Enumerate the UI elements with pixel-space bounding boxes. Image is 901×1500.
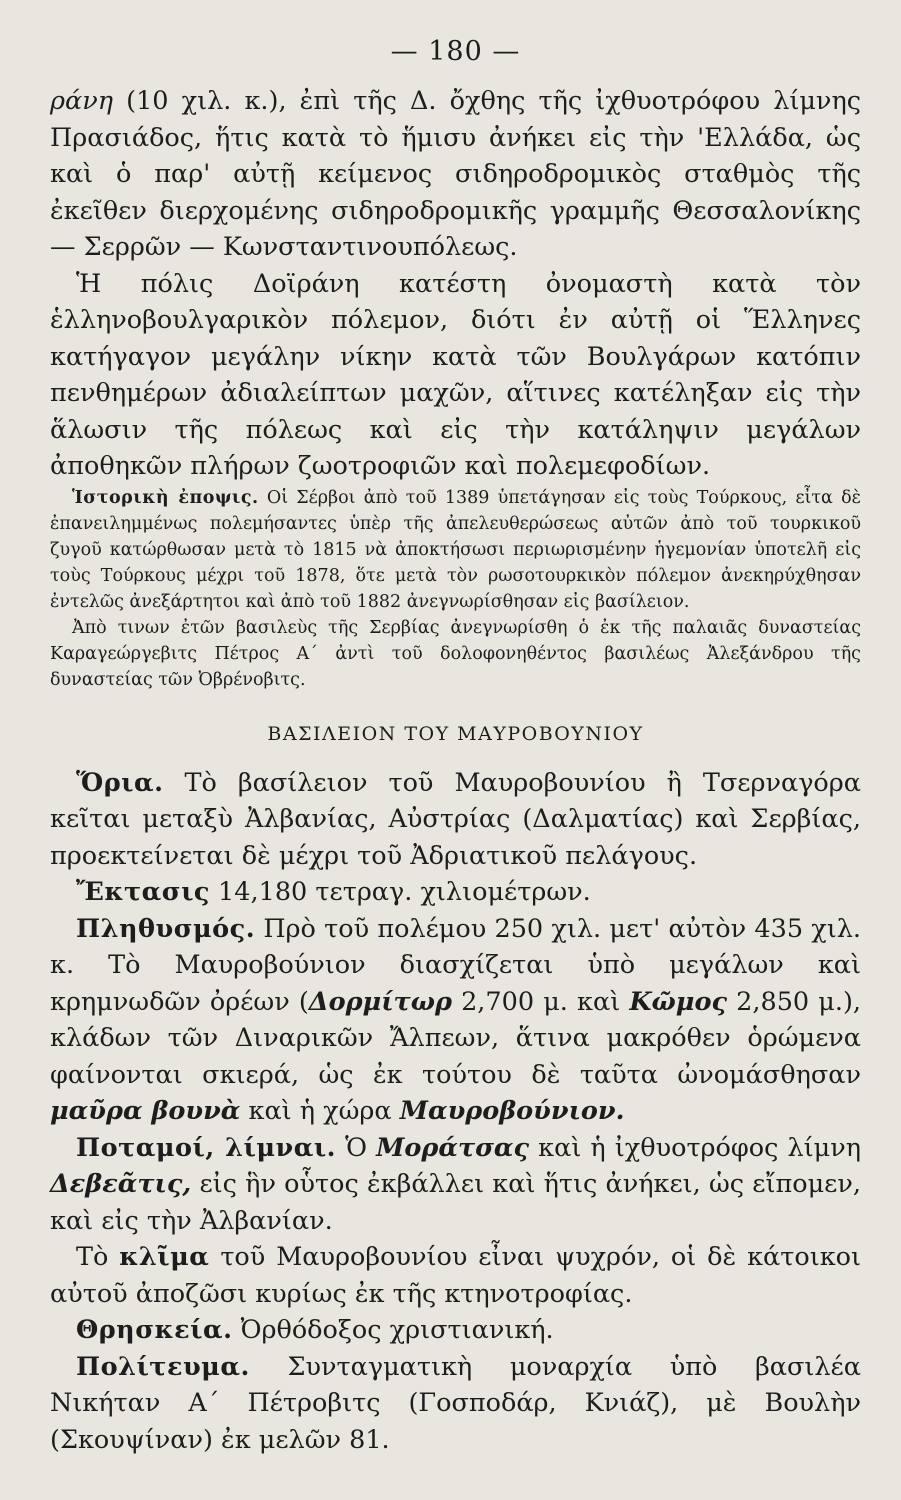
section-term-area: Ἔκτασις xyxy=(76,877,210,907)
rivers-text: εἰς ἣν οὗτος ἐκβάλλει καὶ ἥτις ἀνήκει, ὡς εἴπομεν, καὶ εἰς τὴν Ἀλβανίαν. xyxy=(50,1169,861,1236)
climate-text: τοῦ Μαυροβουνίου εἶναι ψυχρόν, οἱ δὲ κάτοικοι αὐτοῦ ἀποζῶσι κυρίως ἐκ τῆς κτηνοτροφίας. xyxy=(50,1242,861,1309)
climate-text: Τὸ xyxy=(76,1242,120,1272)
population-text: καὶ ἡ χώρα xyxy=(240,1096,400,1126)
rivers-text: Ὁ xyxy=(336,1132,377,1163)
section-term-climate: κλῖμα xyxy=(119,1242,210,1272)
paragraph-polity xyxy=(50,1349,861,1459)
history-dynasty-text: Ἀπὸ τινων ἐτῶν βασιλεὺς τῆς Σερβίας ἀνεγνωρίσθη ὁ ἐκ τῆς παλαιᾶς δυναστείας Καραγεώργεβιτς Πέτρος Α΄ ἀντὶ τοῦ δολοφονηθέντος βασιλέως Ἀλεξάνδρου τῆς δυναστείας τῶν Ὀβρένοβιτς. xyxy=(50,617,861,690)
section-term-religion: Θρησκεία. xyxy=(76,1315,233,1345)
religion-text: Ὀρθόδοξος χριστιανική. xyxy=(232,1315,554,1345)
lake-debeatis: Δεβεᾶτις, xyxy=(50,1169,192,1199)
word-continuation: ράνη xyxy=(50,86,113,116)
term-montenegro: Μαυροβούνιον. xyxy=(399,1096,625,1126)
page-number: — 180 — xyxy=(390,36,521,67)
mountain-komos: Κῶμος xyxy=(629,986,727,1017)
paragraph-borders xyxy=(50,765,861,875)
paragraph-prasias-lake xyxy=(50,83,861,266)
paragraph-area xyxy=(50,874,861,911)
paragraph-doirani-battle xyxy=(50,266,861,485)
paragraph-text: Ἡ πόλις Δοϊράνη κατέστη ὀνομαστὴ κατὰ τὸν ἑλληνοβουλγαρικὸν πόλεμον, διότι ἐν αὐτῇ οἱ Ἕλληνες κατήγαγον μεγάλην νίκην κατὰ τῶν Βουλγάρων κατόπιν πενθημέρων ἀδιαλείπτων μαχῶν, αἵτινες κατέληξαν εἰς τὴν ἅλωσιν τῆς πόλεως καὶ εἰς τὴν κατάληψιν μεγάλων ἀποθηκῶν πλήρων ζωοτροφιῶν καὶ πολεμεφοδίων. xyxy=(50,268,861,481)
river-moratsas: Μοράτσας xyxy=(376,1132,530,1163)
paragraph-religion xyxy=(50,1312,861,1349)
paragraph-population xyxy=(50,911,861,1130)
population-text: Πρὸ τοῦ πολέμου 250 χιλ. μετ' αὐτὸν 435 χιλ. κ. Τὸ Μαυροβούνιον διασχίζεται ὑπὸ μεγάλων καὶ κρημνωδῶν ὀρέων ( xyxy=(50,913,861,1017)
history-text: Οἱ Σέρβοι ἀπὸ τοῦ 1389 ὑπετάγησαν εἰς τοὺς Τούρκους, εἶτα δὲ ἐπανειλημμένως πολεμήσαντες ὑπὲρ τῆς ἀπελευθερώσεως αὐτῶν ἀπὸ τοῦ τουρκικοῦ ζυγοῦ κατώρθωσαν μετὰ τὸ 1815 νὰ ἀποκτήσωσι περιωρισμένην ἡγεμονίαν ὑποτελῆ εἰς τοὺς Τούρκους μέχρι τοῦ 1878, ὅτε μετὰ τὸν ρωσοτουρκικὸν πόλεμον ἀνεκηρύχθησαν ἐντελῶς ἀνεξάρτητοι καὶ ἀπὸ τοῦ 1882 ἀνεγνωρίσθησαν εἰς βασίλειον. xyxy=(50,487,862,612)
borders-text: Τὸ βασίλειον τοῦ Μαυροβουνίου ἢ Τσερναγόρα κεῖται μεταξὺ Ἀλβανίας, Αὐστρίας (Δαλματίας) καὶ Σερβίας, προεκτείνεται δὲ μέχρι τοῦ Ἀδριατικοῦ πελάγους. xyxy=(50,767,861,871)
paragraph-history-dynasty xyxy=(50,615,861,693)
term-black-mountains: μαῦρα βουνὰ xyxy=(50,1096,241,1126)
section-term-borders: Ὅρια. xyxy=(76,767,164,798)
population-text: 2,850 μ.), κλάδων τῶν Διναρικῶν Ἄλπεων, ἅτινα μακρόθεν ὁρώμενα φαίνονται σκιερά, ὡς ἐκ τούτου δὲ ταῦτα ὠνομάσθησαν xyxy=(50,986,862,1090)
section-term-history: Ἱστορικὴ ἐποψις. xyxy=(72,487,259,508)
section-term-rivers: Ποταμοί, λίμναι. xyxy=(76,1132,337,1163)
polity-text: Συνταγματικὴ μοναρχία ὑπὸ βασιλέα Νικήταν Α΄ Πέτροβιτς (Γοσποδάρ, Κνιάζ), μὲ Βουλὴν (Σκουψίναν) ἐκ μελῶν 81. xyxy=(50,1351,861,1455)
section-heading-montenegro: ΒΑΣΙΛΕΙΟΝ ΤΟΥ ΜΑΥΡΟΒΟΥΝΙΟΥ xyxy=(267,722,644,745)
mountain-dormitor: Δορμίτωρ xyxy=(308,986,452,1017)
paragraph-text: (10 χιλ. κ.), ἐπὶ τῆς Δ. ὄχθης τῆς ἰχθυοτρόφου λίμνης Πρασιάδος, ἥτις κατὰ τὸ ἥμισυ ἀνήκει εἰς τὴν 'Ελλάδα, ὡς καὶ ὁ παρ' αὐτῇ κείμενος σιδηροδρομικὸς σταθμὸς τῆς ἐκεῖθεν διερχομένης σιδηροδρομικῆς γραμμῆς Θεσσαλονίκης — Σερρῶν — Κωνσταντινουπόλεως. xyxy=(50,86,861,262)
section-term-polity: Πολίτευμα. xyxy=(76,1351,250,1382)
paragraph-history xyxy=(50,485,861,615)
area-text: 14,180 τετραγ. χιλιομέτρων. xyxy=(209,877,591,907)
paragraph-climate xyxy=(50,1239,861,1312)
population-text: 2,700 μ. καὶ xyxy=(451,986,630,1017)
paragraph-rivers xyxy=(50,1130,861,1240)
section-term-population: Πληθυσμός. xyxy=(76,913,256,944)
rivers-text: καὶ ἡ ἰχθυοτρόφος λίμνη xyxy=(529,1132,861,1163)
